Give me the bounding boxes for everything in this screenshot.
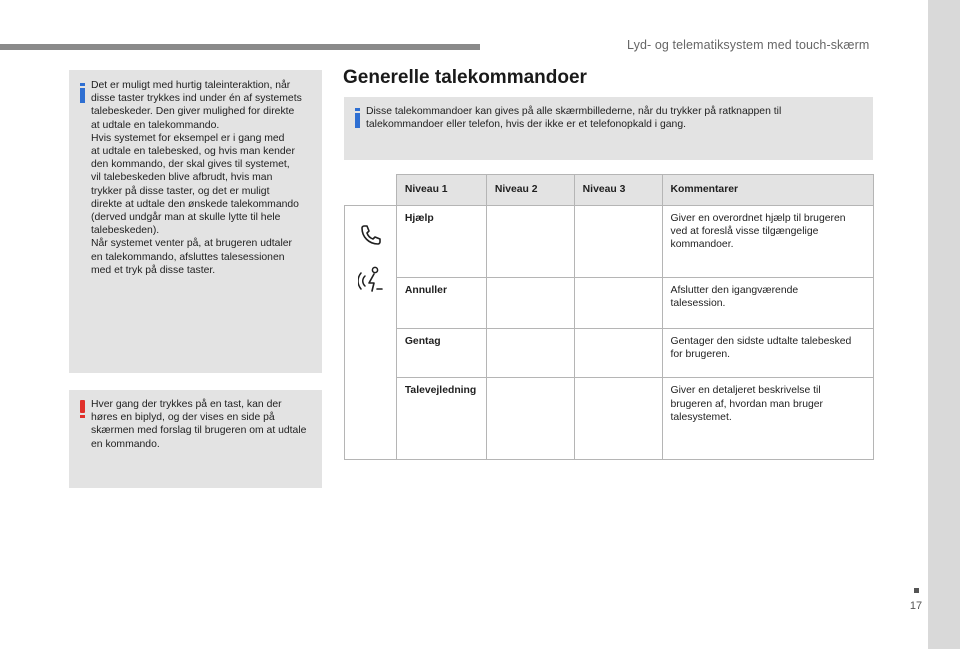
comment-line: talesystemet.	[670, 411, 732, 423]
voice-commands-table	[344, 174, 874, 460]
header-rule	[0, 44, 480, 50]
warning-box	[69, 390, 322, 488]
header-level2: Niveau 2	[486, 175, 574, 206]
text-line: Når systemet venter på, at brugeren udtaler	[91, 238, 292, 250]
text-line: Det er muligt med hurtig taleinteraktion, når	[91, 80, 291, 91]
text-line: talebeskeden).	[91, 225, 160, 237]
text-line: trykker på disse taster, og det er muligt	[91, 185, 270, 197]
header-blank-cell	[345, 175, 397, 206]
comment-line: for brugeren.	[670, 349, 731, 361]
level1-cell: Gentag	[396, 329, 486, 378]
text-line: at udtale en talebesked, og hvis man kender	[91, 146, 295, 158]
comment-line: Giver en detaljeret beskrivelse til	[670, 385, 821, 397]
comment-line: Afslutter den igangværende	[670, 284, 799, 296]
level1-cell: Hjælp	[396, 206, 486, 278]
text-line: disse taster trykkes ind under én af systemets	[91, 93, 302, 105]
level2-cell	[486, 206, 574, 278]
level2-cell	[486, 277, 574, 328]
text-line: med et tryk på disse taster.	[91, 264, 216, 276]
level2-cell	[486, 329, 574, 378]
text-line: Hver gang der trykkes på en tast, kan der	[91, 399, 282, 410]
comment-line: Giver en overordnet hjælp til brugeren	[670, 213, 846, 224]
table-row	[345, 378, 874, 460]
table-row	[345, 277, 874, 328]
header-comments: Kommentarer	[662, 175, 873, 206]
level3-cell	[574, 329, 662, 378]
text-line: Disse talekommandoer kan gives på alle skærmbillederne, når du trykker på ratknappen til	[366, 106, 782, 117]
page-number: 17	[909, 600, 923, 612]
text-line: direkte at udtale den ønskede talekommando	[91, 198, 299, 210]
comment-cell	[662, 277, 873, 328]
phone-icon	[359, 223, 383, 247]
icon-cell	[345, 206, 397, 460]
info-icon	[80, 83, 85, 103]
comment-line: Gentager den sidste udtalte talebesked	[670, 336, 852, 348]
text-line: (derved undgår man at skulle lytte til hele	[91, 212, 281, 224]
level3-cell	[574, 378, 662, 460]
page-marker	[914, 588, 919, 593]
level1-cell: Annuller	[396, 277, 486, 328]
header-level1: Niveau 1	[396, 175, 486, 206]
comment-cell	[662, 378, 873, 460]
level1-cell: Talevejledning	[396, 378, 486, 460]
text-line: vil talebeskeden blive afbrudt, hvis man	[91, 172, 273, 184]
text-line: høres en biplyd, og der vises en side på	[91, 412, 275, 424]
text-line: skærmen med forslag til brugeren om at udtale	[91, 425, 307, 437]
text-line: at udtale en talekommando.	[91, 119, 220, 131]
info-icon	[355, 108, 360, 128]
warning-icon	[80, 400, 85, 418]
text-line: en talekommando, afsluttes talesessionen	[91, 251, 285, 263]
text-line: talebeskeder. Den giver mulighed for direkte	[91, 106, 295, 118]
info-box	[69, 70, 322, 373]
comment-line: kommandoer.	[670, 239, 734, 251]
info-box-text	[91, 79, 320, 277]
section-info-text	[366, 105, 871, 131]
comment-cell	[662, 206, 873, 278]
section-info-box	[344, 97, 873, 160]
level3-cell	[574, 206, 662, 278]
text-line: en kommando.	[91, 438, 160, 450]
level3-cell	[574, 277, 662, 328]
table-header-row	[345, 175, 874, 206]
table-row	[345, 329, 874, 378]
text-line: den kommando, der skal gives til systemet,	[91, 159, 290, 171]
table-row	[345, 206, 874, 278]
page-edge-strip	[928, 0, 960, 649]
comment-line: brugeren af, hvordan man bruger	[670, 398, 824, 410]
running-header: Lyd- og telematiksystem med touch-skærm	[627, 38, 870, 52]
comment-line: talesession.	[670, 297, 726, 309]
comment-cell	[662, 329, 873, 378]
comment-line: ved at foreslå visse tilgængelige	[670, 226, 819, 238]
warning-box-text	[91, 398, 320, 451]
voice-command-icon	[358, 266, 384, 294]
section-title: Generelle talekommandoer	[343, 67, 587, 88]
text-line: Hvis systemet for eksempel er i gang med	[91, 132, 285, 144]
level2-cell	[486, 378, 574, 460]
text-line: talekommandoer eller telefon, hvis der ikke er et telefonopkald i gang.	[366, 119, 686, 131]
header-level3: Niveau 3	[574, 175, 662, 206]
